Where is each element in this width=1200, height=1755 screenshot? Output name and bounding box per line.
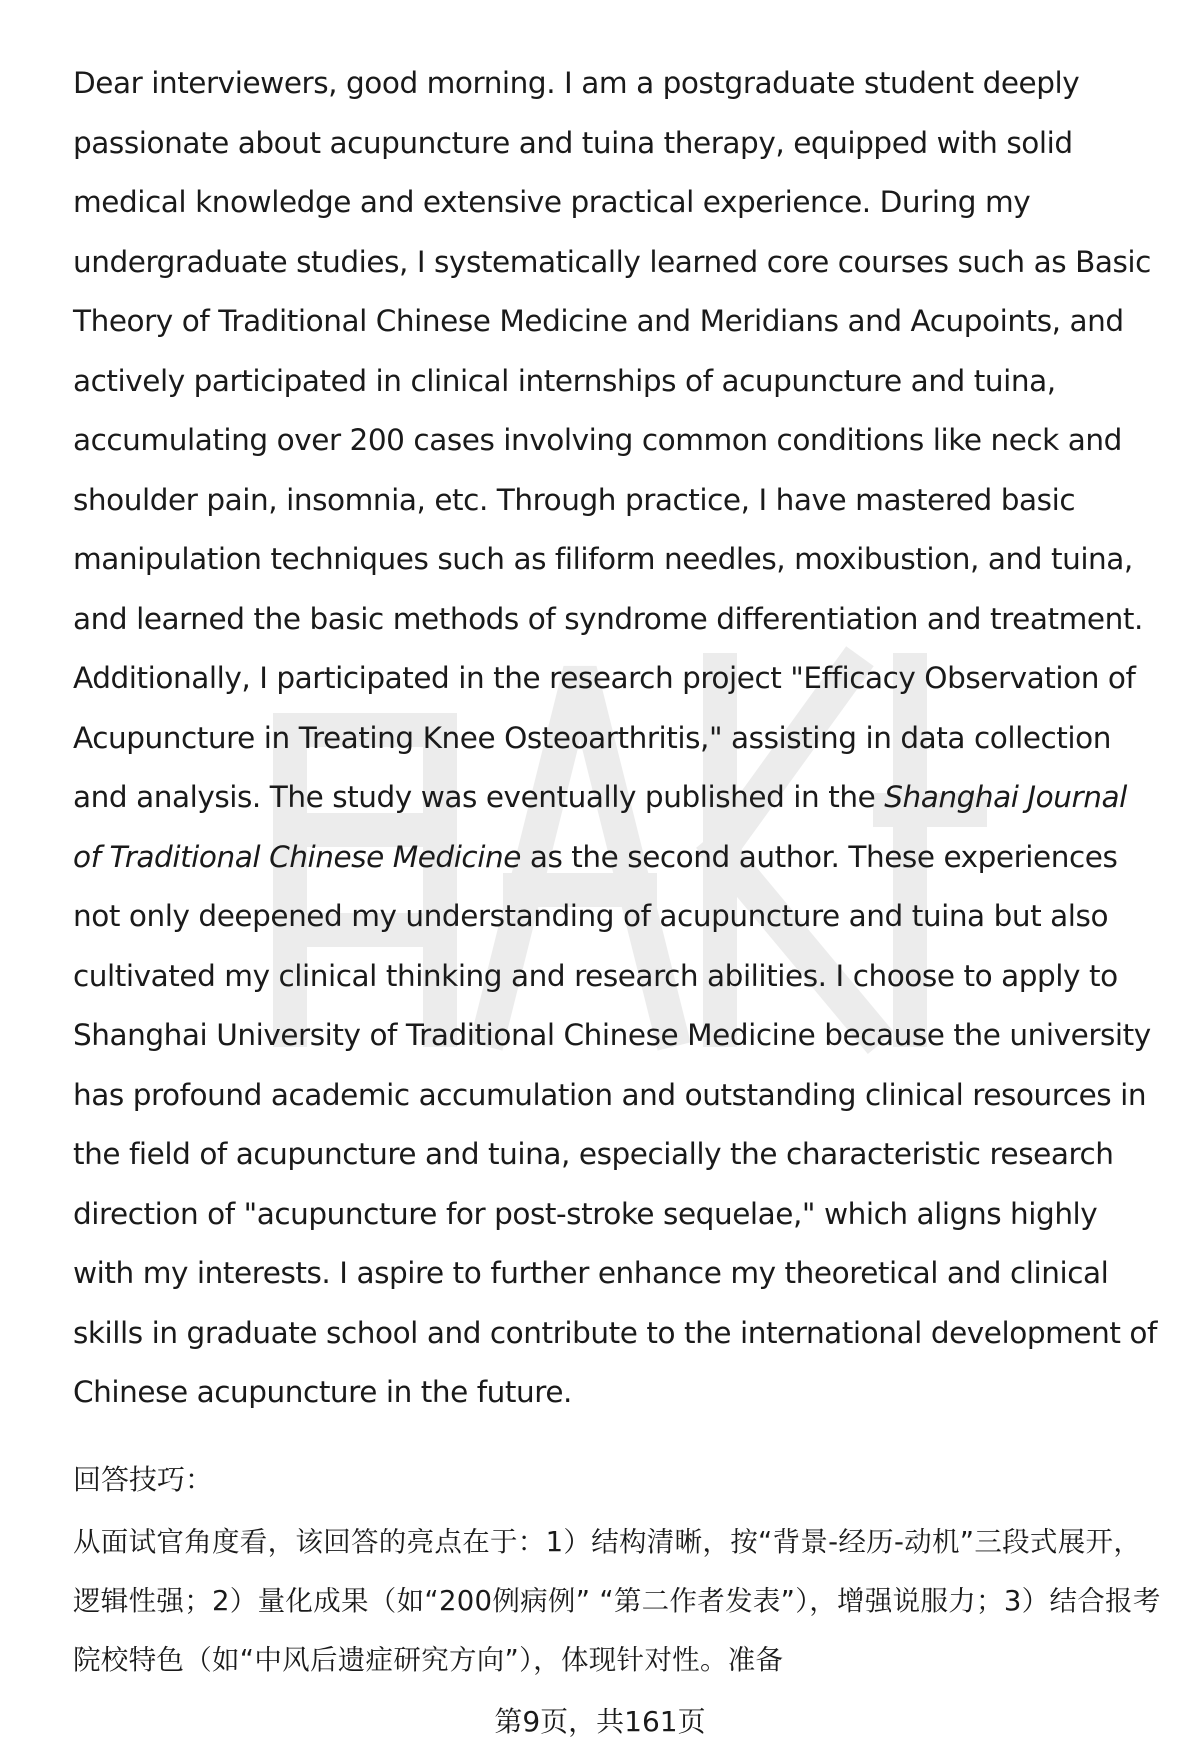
page-number-footer: 第9页，共161页 [0,1700,1200,1744]
tips-paragraph: 从面试官角度看，该回答的亮点在于：1）结构清晰，按“背景-经历-动机”三段式展开，逻辑性强；2）量化成果（如“200例病例” “第二作者发表”），增强说服力；3）结合报考院校特色（如“中风后遗症研究方向”），体现针对性。准备 [73,1526,1161,1676]
answer-paragraph [73,54,1163,1423]
journal-title: Shanghai Journal of Traditional Chinese Medicine [73,780,1127,874]
answer-text-part1: Dear interviewers, good morning. I am a postgraduate student deeply passionate about acupuncture and tuina therapy, equipped with solid medical knowledge and extensive practical experience. During my undergraduate studies, I systematically learned core courses such as Basic Theory of Traditional Chinese Medicine and Meridians and Acupoints, and actively participated in clinical internships of acupuncture and tuina, accumulating over 200 cases involving common conditions like neck and shoulder pain, insomnia, etc. Through practice, I have mastered basic manipulation techniques such as filiform needles, moxibustion, and tuina, and learned the basic methods of syndrome differentiation and treatment. Additionally, I participated in the research project "Efficacy Observation of Acupuncture in Treating Knee Osteoarthritis," assisting in data collection and analysis. The study was eventually published in the [73,66,1151,814]
tips-heading: 回答技巧： [73,1463,214,1496]
answer-text-part2: as the second author. These experiences not only deepened my understanding of acupuncture and tuina but also cultivated my clinical thinking and research abilities. I choose to apply to Shanghai University of Traditional Chinese Medicine because the university has profound academic accumulation and outstanding clinical resources in the field of acupuncture and tuina, especially the characteristic research direction of "acupuncture for post-stroke sequelae," which aligns highly with my interests. I aspire to further enhance my theoretical and clinical skills in graduate school and contribute to the international development of Chinese acupuncture in the future. [73,839,1157,1409]
